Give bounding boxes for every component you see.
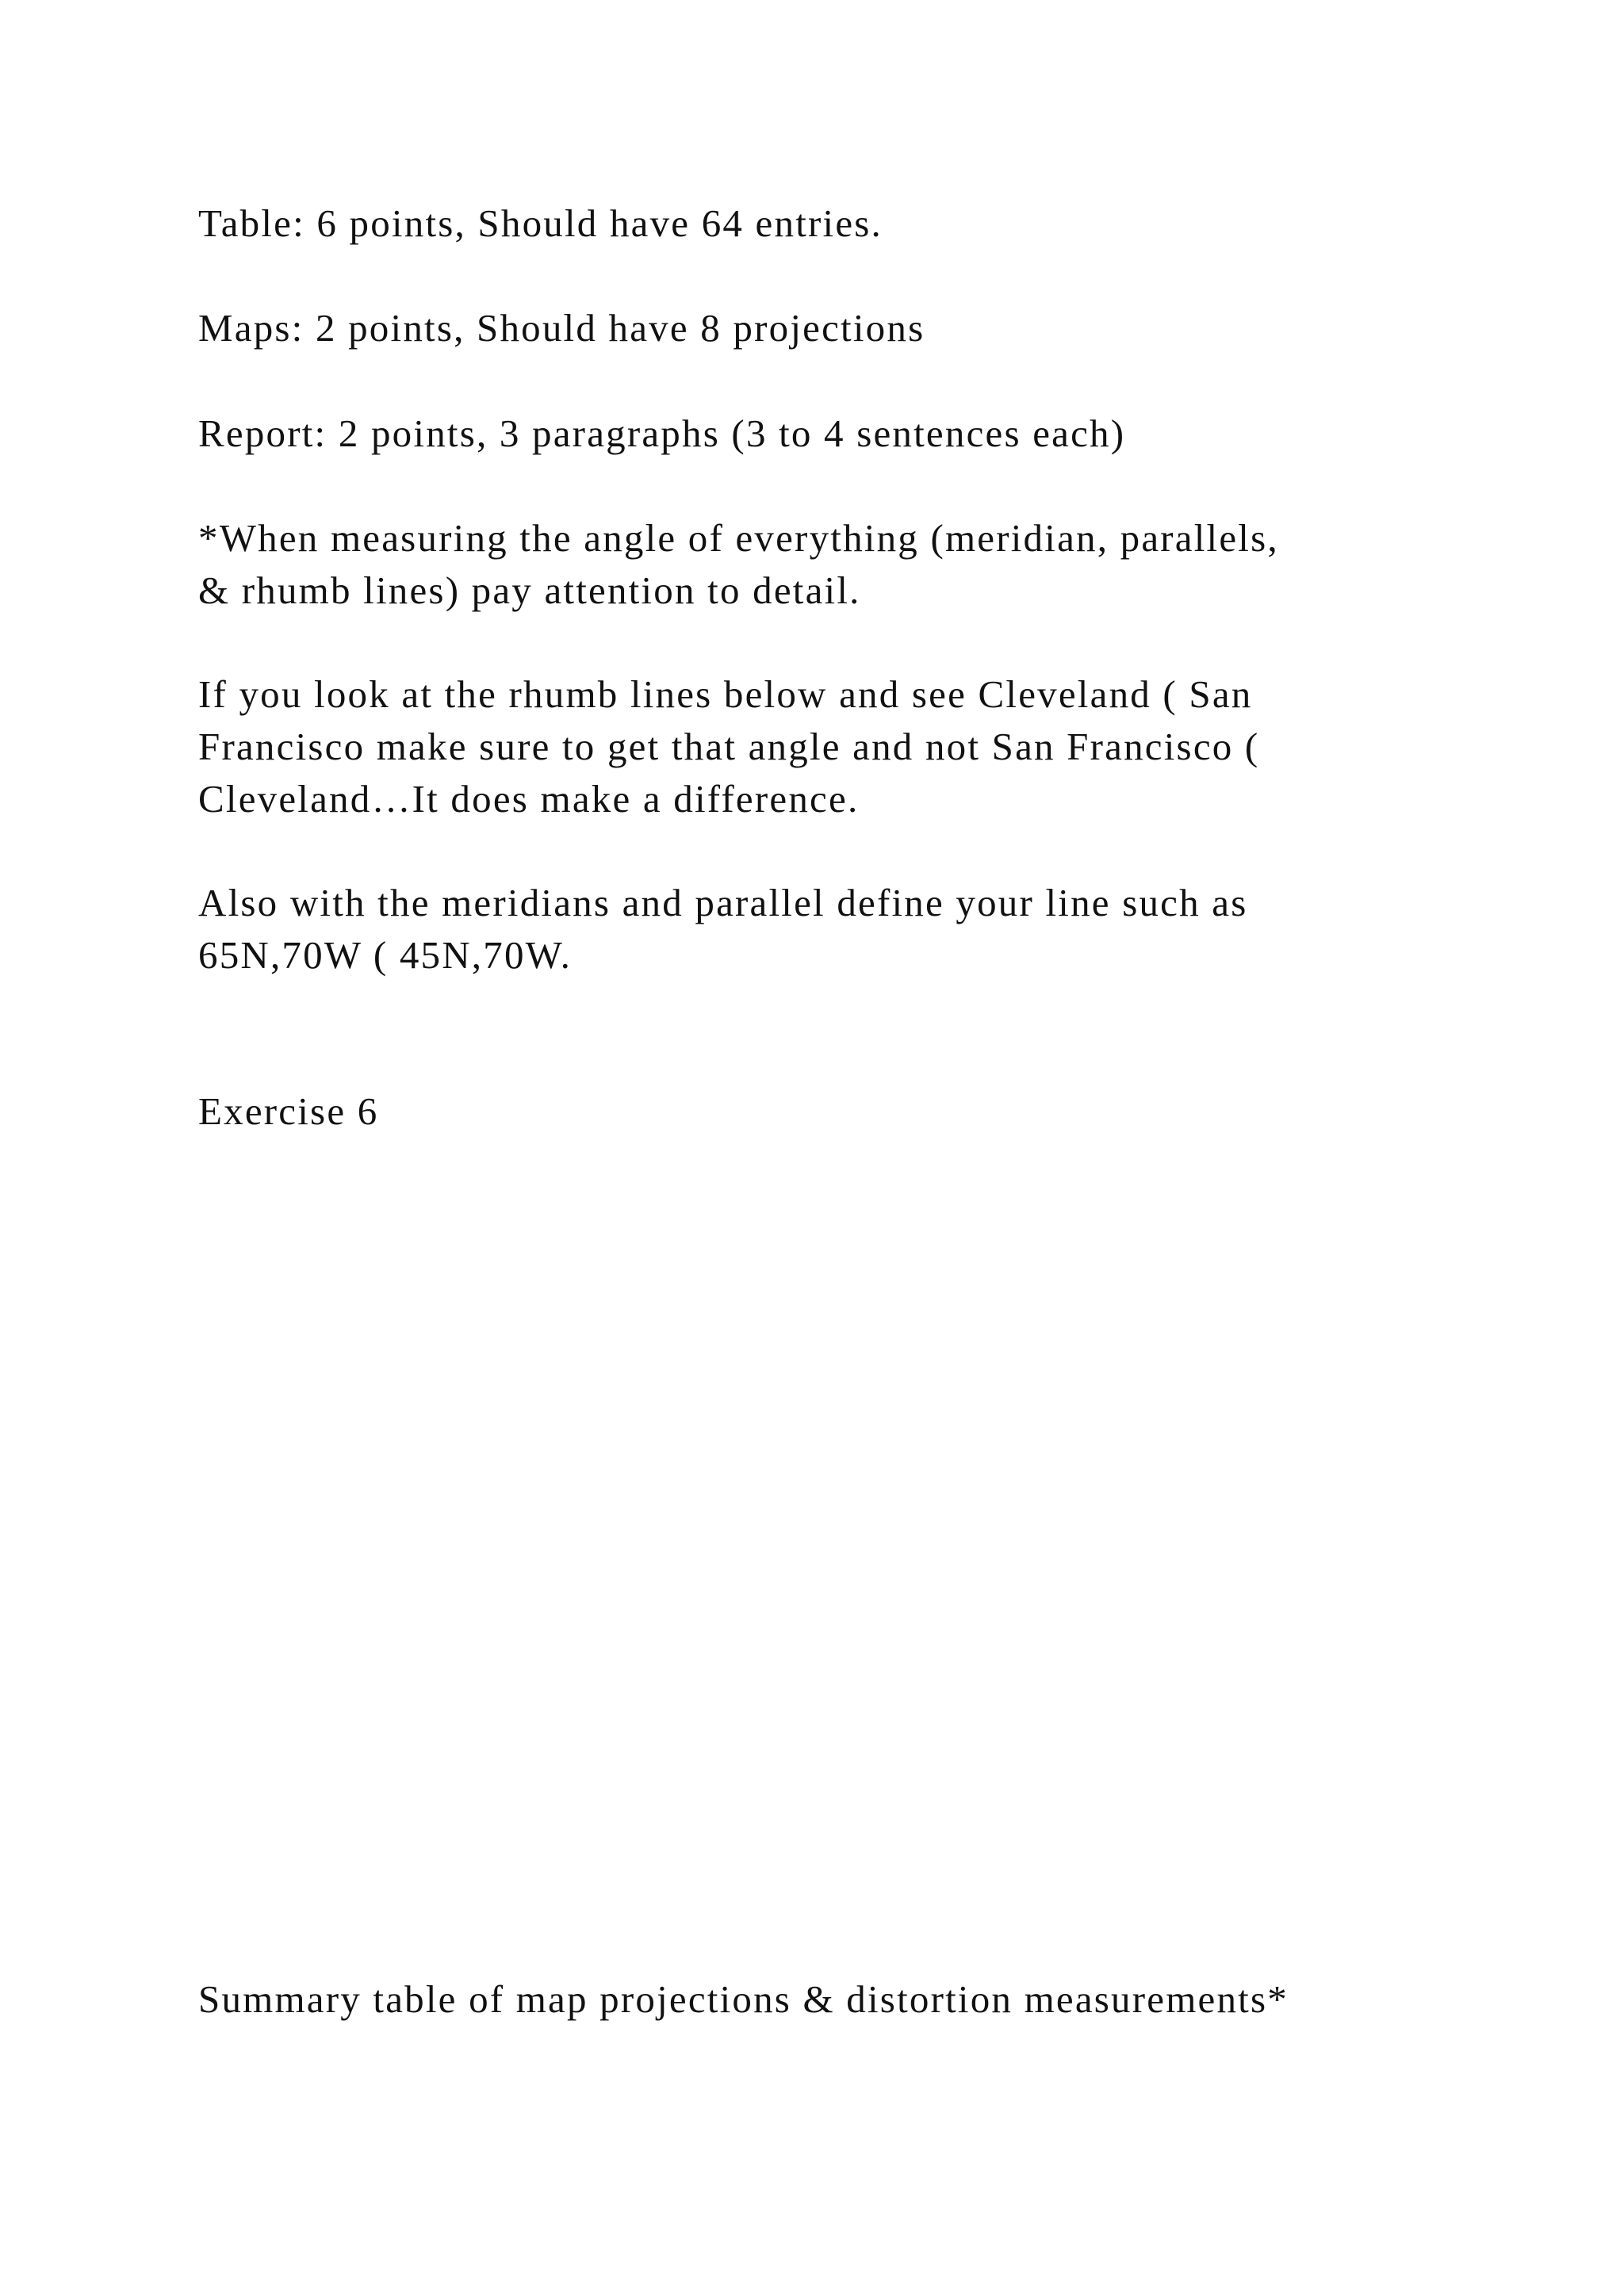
rhumb-note-line-1: If you look at the rhumb lines below and see Cleveland ( San xyxy=(198,672,1253,716)
meridians-note-line-2: 65N,70W ( 45N,70W. xyxy=(198,933,573,977)
rhumb-note-line-3: Cleveland…It does make a difference. xyxy=(198,777,860,821)
grading-report-line: Report: 2 points, 3 paragraphs (3 to 4 sentences each) xyxy=(198,411,1126,455)
grading-table-line: Table: 6 points, Should have 64 entries. xyxy=(198,201,883,245)
grading-maps-line: Maps: 2 points, Should have 8 projections xyxy=(198,306,925,350)
summary-table-title: Summary table of map projections & distortion measurements* xyxy=(198,1977,1289,2021)
angle-note-line-1: *When measuring the angle of everything (meridian, parallels, xyxy=(198,516,1279,560)
exercise-title: Exercise 6 xyxy=(198,1089,379,1133)
angle-note-line-2: & rhumb lines) pay attention to detail. xyxy=(198,568,861,612)
rhumb-note-line-2: Francisco make sure to get that angle and not San Francisco ( xyxy=(198,725,1260,768)
meridians-note-line-1: Also with the meridians and parallel define your line such as xyxy=(198,881,1248,924)
